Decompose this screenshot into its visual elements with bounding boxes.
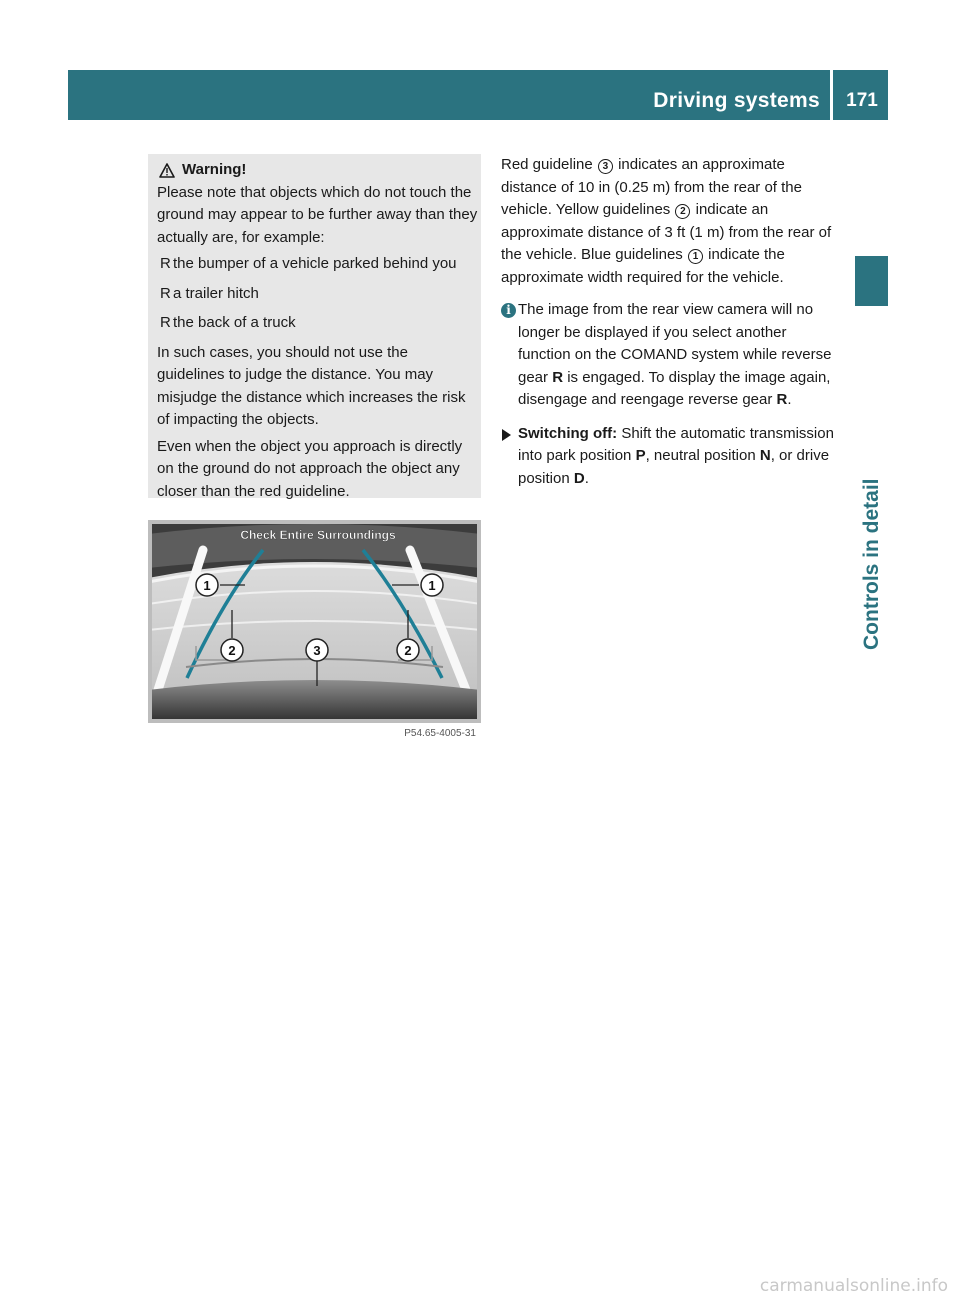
warning-list: [157, 253, 479, 335]
svg-text:2: 2: [228, 643, 236, 658]
figure-code: P54.65-4005-31: [404, 728, 476, 739]
callout-1-left: [196, 574, 218, 596]
info-icon: i: [501, 303, 516, 318]
svg-text:3: 3: [313, 643, 321, 658]
svg-text:1: 1: [203, 578, 211, 593]
warning-triangle-icon: [159, 163, 175, 178]
callout-2-right: [397, 639, 419, 661]
callout-3: [306, 639, 328, 661]
warning-box: [148, 154, 481, 498]
page-header: [68, 70, 888, 120]
callout-2-left: [221, 639, 243, 661]
callout-1-right: [421, 574, 443, 596]
warning-title: Warning!: [182, 161, 247, 178]
screen-text: Check Entire Surroundings: [240, 528, 396, 542]
warning-heading: [159, 159, 479, 182]
svg-text:2: 2: [404, 643, 412, 658]
right-column: [501, 154, 837, 490]
callout-ref: 1: [688, 249, 703, 264]
watermark: carmanualsonline.info: [759, 1276, 948, 1296]
switching-off-step: Switching off: Shift the automatic transmission into park position P, neutral position N, or drive position D.: [501, 423, 837, 491]
step-arrow-icon: [502, 429, 511, 441]
list-item: R a trailer hitch: [157, 283, 479, 306]
info-note: i The image from the rear view camera will no longer be displayed if you select another function on the COMAND system while reverse gear R is engaged. To display the image again, disengage and reengage reverse gear R.: [501, 299, 837, 412]
list-item: R the bumper of a vehicle parked behind you: [157, 253, 479, 276]
list-item: R the back of a truck: [157, 312, 479, 335]
callout-ref: 2: [675, 204, 690, 219]
page-number: 171: [846, 90, 878, 111]
side-tab-marker: [855, 256, 888, 306]
bullet-icon: R: [160, 284, 171, 302]
side-tab-label: Controls in detail: [860, 478, 883, 650]
callout-ref: 3: [598, 159, 613, 174]
svg-text:1: 1: [428, 578, 436, 593]
rear-camera-figure: [148, 520, 481, 743]
bullet-icon: R: [160, 314, 171, 331]
guidelines-paragraph: Red guideline 3 indicates an approximate distance of 10 in (0.25 m) from the rear of the vehicle. Yellow guidelines 2 indicate an approximate distance of 3 ft (1 m) from the rear of the vehicle. Blue guidelines 1 indicate the approximate width required for the vehicle.: [501, 156, 832, 286]
warning-paragraph: In such cases, you should not use the guidelines to judge the distance. You may misjudge the distance which increases the risk of impacting the objects.: [157, 343, 466, 428]
section-title: Driving systems: [653, 89, 820, 112]
warning-intro: Please note that objects which do not touch the ground may appear to be further away than they actually are, for example:: [157, 183, 478, 246]
step-label: Switching off:: [518, 424, 618, 442]
header-divider: [830, 70, 833, 120]
warning-paragraph: Even when the object you approach is directly on the ground do not approach the object any closer than the red guideline.: [157, 437, 463, 500]
bullet-icon: R: [160, 255, 171, 272]
